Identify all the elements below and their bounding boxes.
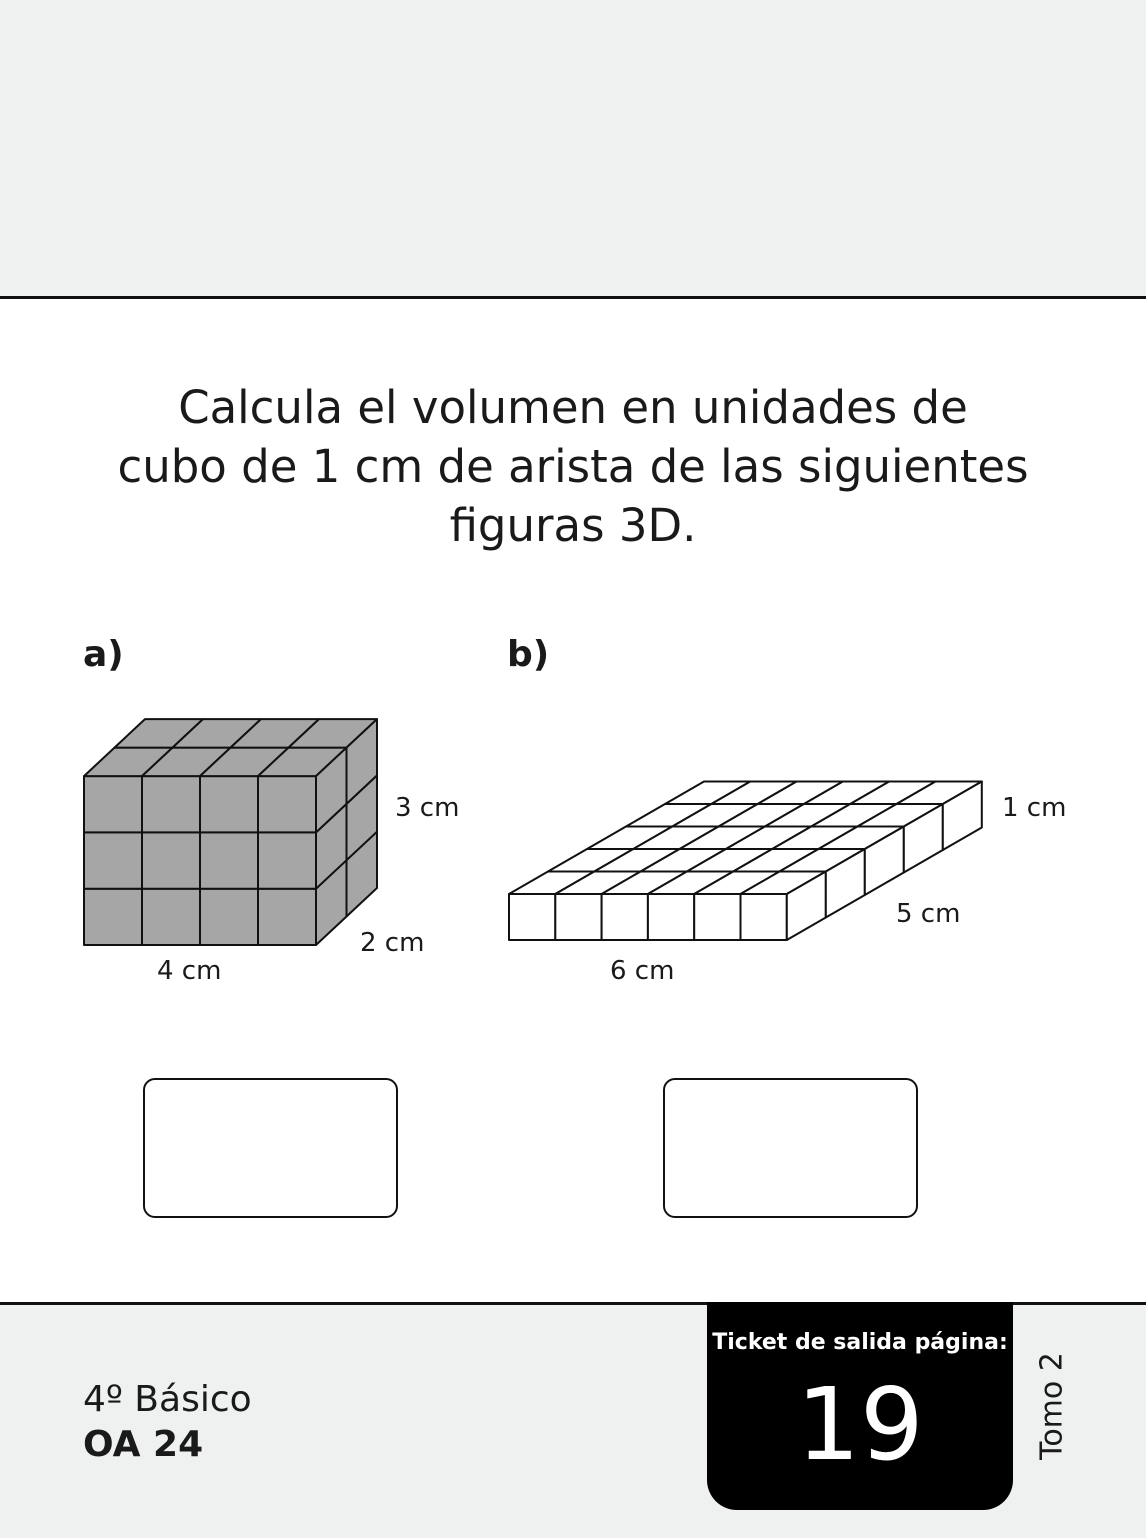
prism-a-front-cube	[258, 776, 316, 832]
ticket-label: Ticket de salida página:	[712, 1330, 1008, 1355]
prism-b-front-cube	[555, 894, 601, 940]
item-b-label: b)	[507, 634, 550, 675]
prism-b-front-cube	[741, 894, 787, 940]
prism-a-front-cube	[142, 832, 200, 888]
prism-a-front-cube	[200, 776, 258, 832]
prism-a-depth-label: 2 cm	[360, 928, 425, 958]
prism-b-front-cube	[694, 894, 740, 940]
grade-label: 4º Básico	[83, 1379, 252, 1420]
item-a-label: a)	[83, 634, 124, 675]
instruction-line-3: figuras 3D.	[449, 499, 697, 552]
exit-ticket-badge	[707, 1302, 1013, 1510]
answer-box-a[interactable]	[143, 1078, 398, 1218]
prism-a-width-label: 4 cm	[157, 956, 222, 986]
prism-a-front-cube	[84, 832, 142, 888]
prism-a-front-cube	[142, 776, 200, 832]
prism-b-front-cube	[648, 894, 694, 940]
answer-box-b[interactable]	[663, 1078, 918, 1218]
prism-a-height-label: 3 cm	[395, 793, 460, 823]
ticket-page-number: 19	[796, 1366, 924, 1483]
prism-a-front-cube	[200, 889, 258, 945]
prism-a-front-cube	[200, 832, 258, 888]
prism-b-height-label: 1 cm	[1002, 793, 1067, 823]
prism-a-front-cube	[142, 889, 200, 945]
instruction-line-1: Calcula el volumen en unidades de	[178, 381, 968, 434]
prism-b-front-cube	[602, 894, 648, 940]
prism-b-depth-label: 5 cm	[896, 899, 961, 929]
prism-a-front-cube	[258, 889, 316, 945]
prism-b-width-label: 6 cm	[610, 956, 675, 986]
instruction-line-2: cubo de 1 cm de arista de las siguientes	[117, 440, 1029, 493]
prism-a-front-cube	[258, 832, 316, 888]
prism-a-front-cube	[84, 776, 142, 832]
prism-a-front-cube	[84, 889, 142, 945]
prism-b-front-cube	[509, 894, 555, 940]
prism-a	[84, 719, 377, 945]
volume-label: Tomo 2	[1034, 1352, 1070, 1460]
objective-code: OA 24	[83, 1424, 204, 1465]
